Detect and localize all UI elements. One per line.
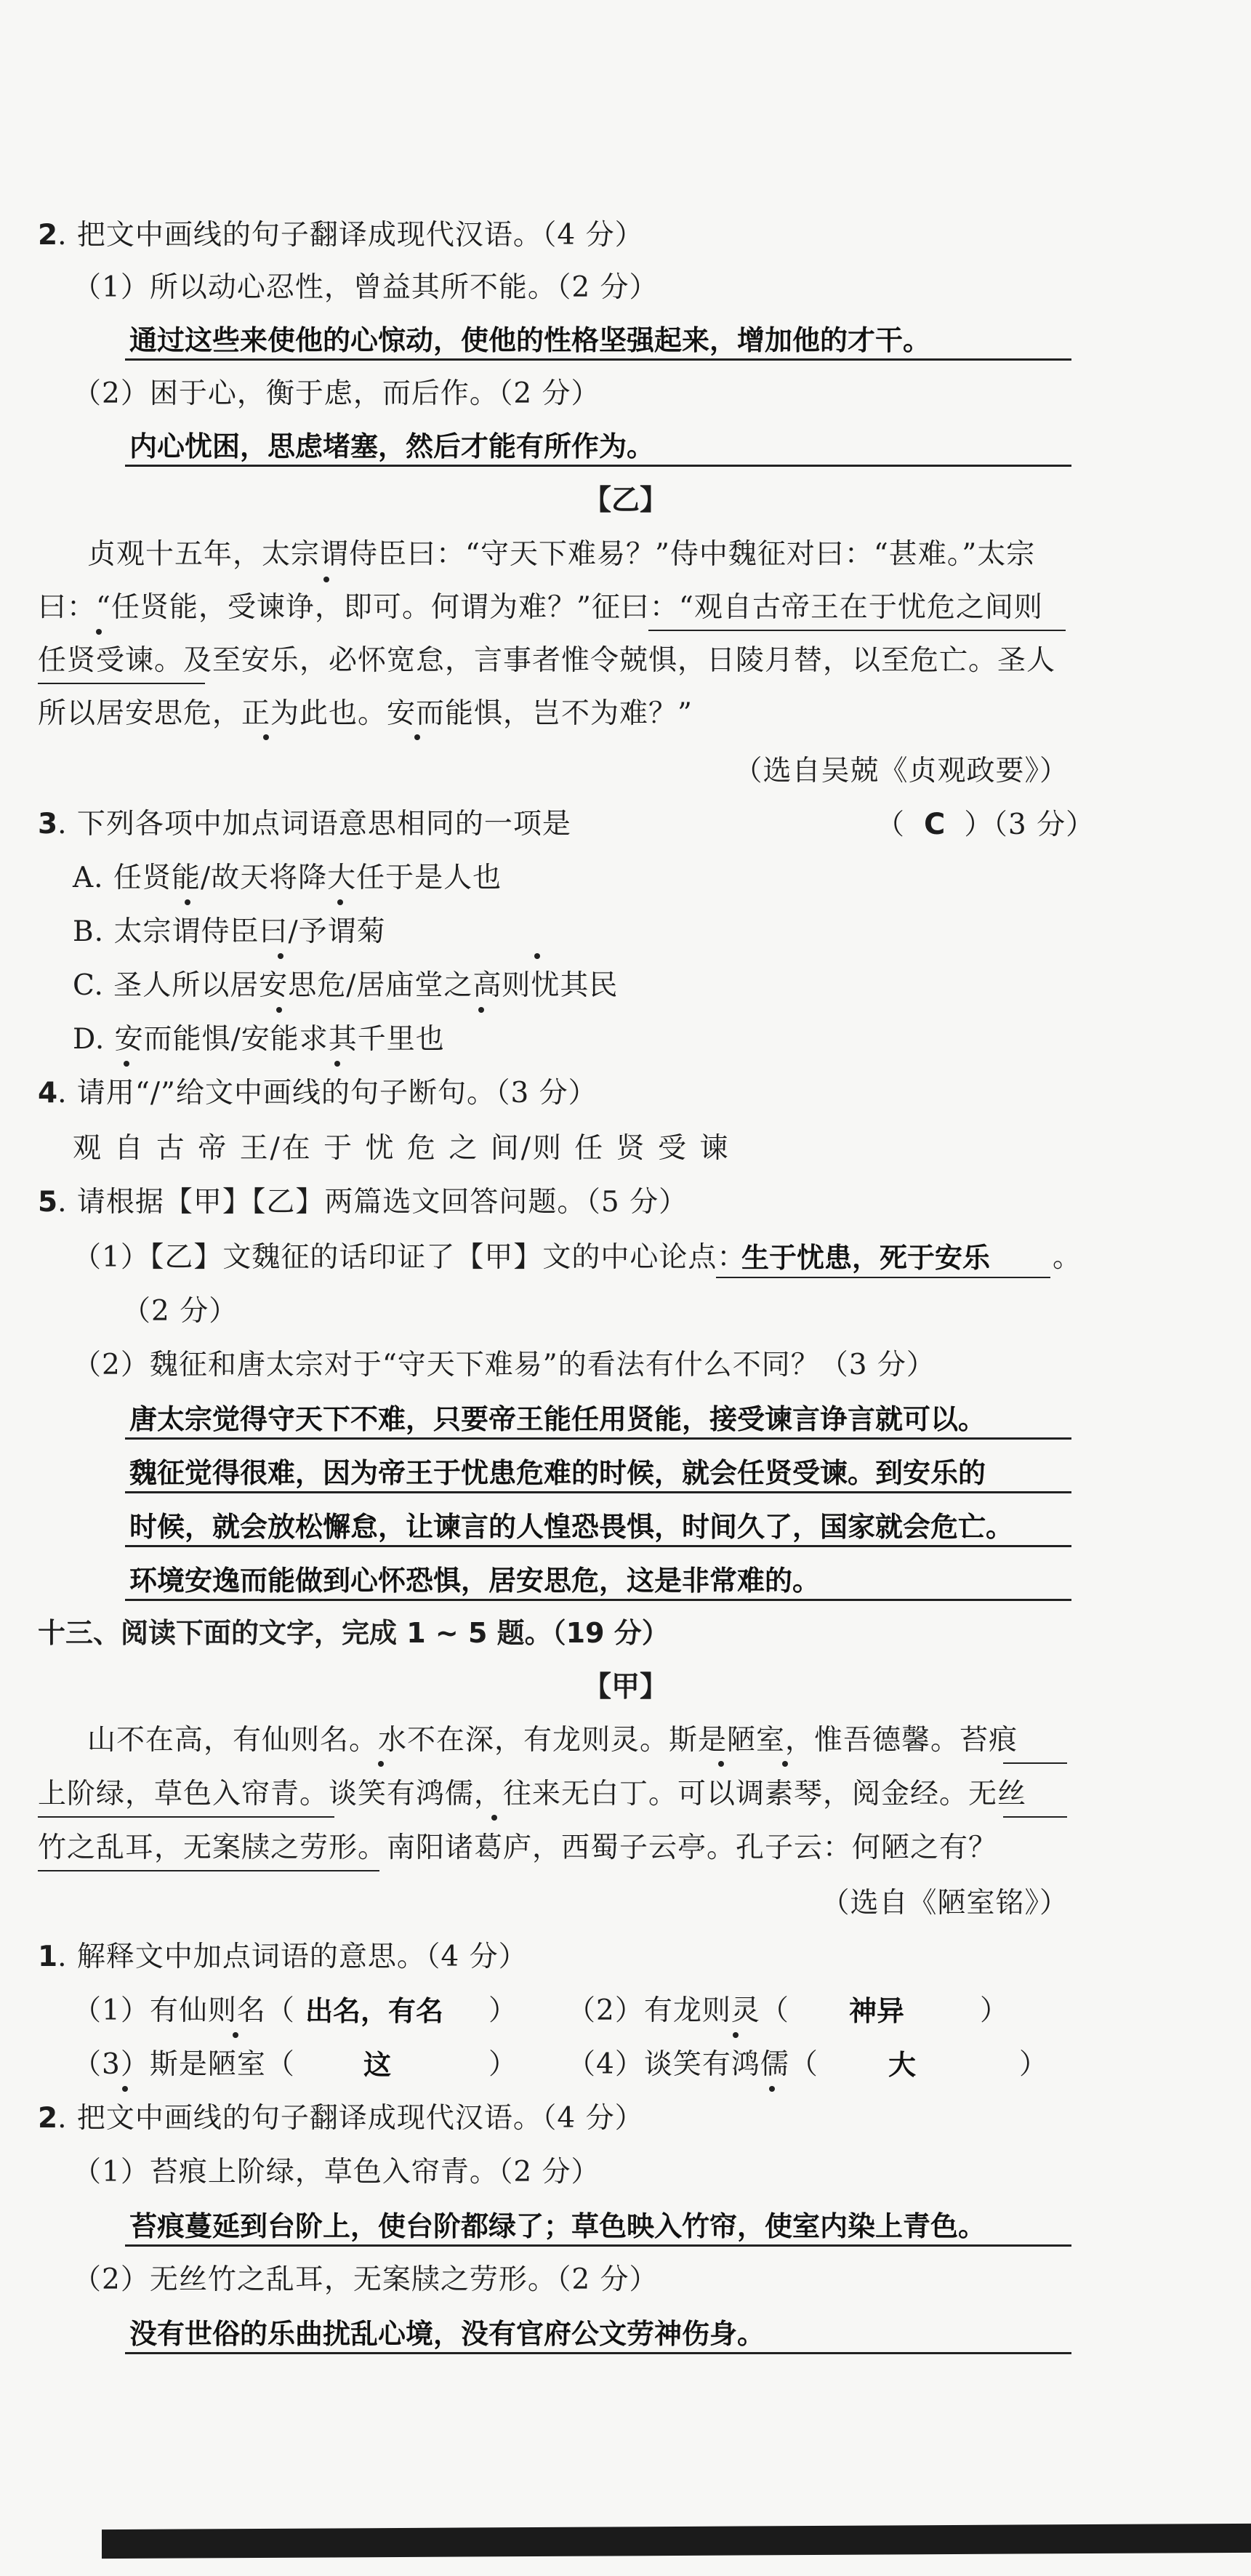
- question-3-stem: 3. 下列各项中加点词语意思相同的一项是: [38, 808, 571, 840]
- question-2-1-answer: 通过这些来使他的心惊动，使他的性格坚强起来，增加他的才干。: [129, 324, 931, 356]
- emphasis-dot: [334, 1061, 340, 1067]
- passage-yi-heading: 【乙】: [582, 483, 668, 517]
- emphasis-dot: [718, 1761, 724, 1767]
- question-2-stem: 2. 把文中画线的句子翻译成现代汉语。（4 分）: [38, 219, 644, 252]
- s13-q1-item-3-label: （3）斯是陋室（: [73, 2048, 295, 2081]
- section-13-title: 十三、阅读下面的文字，完成 1 ~ 5 题。（19 分）: [38, 1617, 669, 1649]
- answer-line: [125, 1545, 1071, 1547]
- passage-underline: [1003, 1816, 1067, 1818]
- emphasis-dot: [478, 1007, 484, 1013]
- passage-underline: [648, 630, 1066, 631]
- s13-question-2-1-prompt: （1）苔痕上阶绿，草色入帘青。（2 分）: [73, 2156, 600, 2188]
- passage-jia-source: （选自《陋室铭》）: [821, 1887, 1069, 1919]
- emphasis-dot: [337, 899, 343, 905]
- passage-underline: [38, 1870, 379, 1871]
- s13-question-2-2-answer: 没有世俗的乐曲扰乱心境，没有官府公文劳神伤身。: [129, 2318, 765, 2350]
- answer-line: [125, 1599, 1071, 1601]
- question-5-1-suffix: 。: [1053, 1241, 1082, 1274]
- s13-q1-item-1-answer: 出名，有名: [305, 1995, 444, 2027]
- question-5-2-answer-line-1: 唐太宗觉得守天下不难，只要帝王能任用贤能，接受谏言诤言就可以。: [129, 1403, 986, 1435]
- answer-blank: [716, 1277, 1050, 1278]
- s13-q1-item-4-label: （4）谈笑有鸿儒（: [567, 2048, 818, 2081]
- passage-jia-line-2: 上阶绿，草色入帘青。谈笑有鸿儒，往来无白丁。可以调素琴，阅金经。无丝: [38, 1778, 1027, 1810]
- question-2-1-prompt: （1）所以动心忍性，曾益其所不能。（2 分）: [73, 271, 659, 304]
- question-5-1-prompt: （1）【乙】文魏征的话印证了【甲】文的中心论点：: [73, 1241, 747, 1274]
- s13-question-2-2-prompt: （2）无丝竹之乱耳，无案牍之劳形。（2 分）: [73, 2263, 659, 2296]
- emphasis-dot: [124, 1061, 129, 1067]
- passage-underline: [1003, 1762, 1067, 1764]
- emphasis-dot: [278, 953, 283, 959]
- emphasis-dot: [233, 2032, 238, 2038]
- passage-yi-source: （选自吴兢《贞观政要》）: [733, 755, 1069, 787]
- emphasis-dot: [96, 629, 102, 635]
- emphasis-dot: [323, 577, 329, 582]
- question-5-1-score: （2 分）: [122, 1295, 238, 1328]
- emphasis-dot: [769, 2086, 775, 2092]
- s13-q1-item-1-label: （1）有仙则名（: [73, 1994, 295, 2027]
- s13-q1-item-4-close: ）: [1019, 2048, 1049, 2081]
- question-3-option-c: C. 圣人所以居安思危/居庙堂之高则忧其民: [73, 969, 619, 1002]
- s13-q1-item-3-close: ）: [488, 2048, 518, 2081]
- emphasis-dot: [276, 1007, 282, 1013]
- emphasis-dot: [733, 2032, 739, 2038]
- question-2-2-prompt: （2）困于心，衡于虑，而后作。（2 分）: [73, 377, 600, 410]
- answer-line: [125, 358, 1071, 361]
- answer-line: [125, 1437, 1071, 1440]
- s13-question-2-1-answer: 苔痕蔓延到台阶上，使台阶都绿了；草色映入竹帘，使室内染上青色。: [129, 2210, 986, 2242]
- question-5-stem: 5. 请根据【甲】【乙】两篇选文回答问题。（5 分）: [38, 1186, 688, 1219]
- emphasis-dot: [782, 1761, 788, 1767]
- passage-yi-line-4: 所以居安思危，正为此也。安而能惧，岂不为难？”: [38, 697, 693, 730]
- question-5-2-answer-line-2: 魏征觉得很难，因为帝王于忧患危难的时候，就会任贤受谏。到安乐的: [129, 1457, 986, 1489]
- question-5-2-answer-line-4: 环境安逸而能做到心怀恐惧，居安思危，这是非常难的。: [129, 1565, 821, 1597]
- passage-jia-line-3: 竹之乱耳，无案牍之劳形。南阳诸葛庐，西蜀子云亭。孔子云：何陋之有？: [38, 1831, 998, 1864]
- question-4-stem: 4. 请用“/”给文中画线的句子断句。（3 分）: [38, 1077, 598, 1110]
- s13-q1-item-2-answer: 神异: [849, 1995, 905, 2027]
- emphasis-dot: [263, 734, 269, 740]
- emphasis-dot: [534, 953, 540, 959]
- emphasis-dot: [414, 734, 420, 740]
- s13-q1-item-1-close: ）: [488, 1994, 518, 2027]
- s13-q1-item-2-label: （2）有龙则灵（: [567, 1994, 789, 2027]
- question-2-2-answer: 内心忧困，思虑堵塞，然后才能有所作为。: [129, 430, 655, 462]
- passage-yi-line-1: 贞观十五年，太宗谓侍臣曰：“守天下难易？”侍中魏征对曰：“甚难。”太宗: [87, 538, 1036, 571]
- question-3-answer-bracket: （ C ）（3 分）: [876, 808, 1095, 841]
- s13-question-2-stem: 2. 把文中画线的句子翻译成现代汉语。（4 分）: [38, 2102, 644, 2135]
- s13-q1-item-4-answer: 大: [888, 2049, 917, 2081]
- answer-line: [125, 2352, 1071, 2354]
- s13-question-1-stem: 1. 解释文中加点词语的意思。（4 分）: [38, 1941, 528, 1973]
- s13-q1-item-2-close: ）: [980, 1994, 1010, 2027]
- passage-yi-line-3: 任贤受谏。及至安乐，必怀宽怠，言事者惟令兢惧，日陵月替，以至危亡。圣人: [38, 644, 1056, 677]
- passage-yi-line-2: 曰：“任贤能，受谏诤，即可。何谓为难？”征曰：“观自古帝王在于忧危之间则: [38, 591, 1043, 624]
- answer-line: [125, 1491, 1071, 1493]
- question-3-option-a: A. 任贤能/故天将降大任于是人也: [73, 862, 502, 894]
- answer-line: [125, 465, 1071, 467]
- emphasis-dot: [378, 1761, 384, 1767]
- passage-underline: [38, 1816, 334, 1818]
- s13-q1-item-3-answer: 这: [363, 2049, 392, 2081]
- passage-jia-heading: 【甲】: [582, 1670, 668, 1704]
- passage-underline: [38, 683, 205, 684]
- question-4-answer: 观 自 古 帝 王/在 于 忧 危 之 间/则 任 贤 受 谏: [73, 1132, 731, 1165]
- question-3-option-b: B. 太宗谓侍臣曰/予谓菊: [73, 915, 386, 948]
- question-5-2-answer-line-3: 时候，就会放松懈怠，让谏言的人惶恐畏惧，时间久了，国家就会危亡。: [129, 1511, 1014, 1543]
- emphasis-dot: [122, 2086, 128, 2092]
- page-bottom-edge: [102, 2524, 1251, 2559]
- answer-line: [125, 2244, 1071, 2247]
- emphasis-dot: [491, 1815, 497, 1821]
- emphasis-dot: [185, 899, 190, 905]
- question-5-1-answer: 生于忧患，死于安乐: [741, 1242, 991, 1274]
- passage-jia-line-1: 山不在高，有仙则名。水不在深，有龙则灵。斯是陋室，惟吾德馨。苔痕: [87, 1724, 1018, 1757]
- question-3-option-d: D. 安而能惧/安能求其千里也: [73, 1023, 445, 1056]
- question-5-2-prompt: （2）魏征和唐太宗对于“守天下难易”的看法有什么不同？（3 分）: [73, 1349, 936, 1381]
